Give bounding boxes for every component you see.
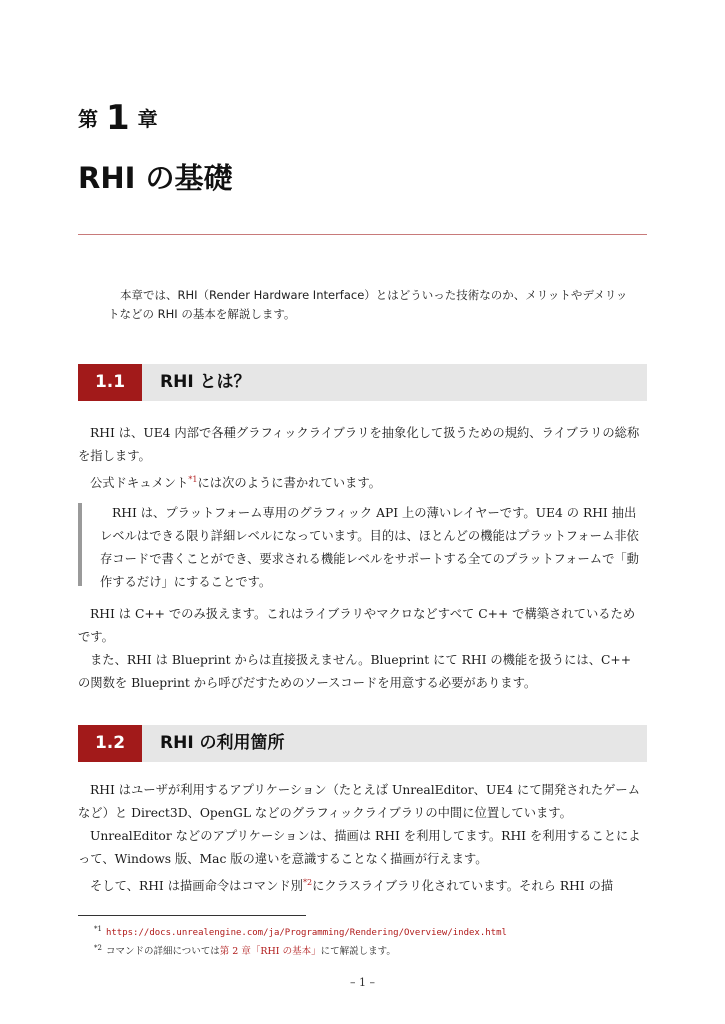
paragraph: RHI はユーザが利用するアプリケーション（たとえば UnrealEditor、UE4 にて開発されたゲームなど）と Direct3D、OpenGL などのグラフィックライブラリの中間に位置しています。 (78, 783, 641, 820)
page-number: – 1 – (350, 976, 375, 989)
section-1-2-body (78, 779, 647, 898)
chapter-divider (78, 234, 647, 235)
footnote-text: コマンドの詳細については (105, 946, 220, 957)
chapter-prefix: 第 (78, 107, 98, 131)
paragraph-text: には次のように書かれています。 (197, 476, 381, 490)
chapter-title: RHI の基礎 (78, 161, 233, 195)
section-title: RHI とは？ (160, 372, 251, 392)
footnote-2 (94, 941, 654, 959)
section-number: 1.2 (78, 725, 142, 762)
paragraph (78, 871, 647, 898)
footnote-mark: *2 (94, 944, 102, 952)
chapter-suffix: 章 (137, 107, 158, 131)
footnote-text: にて解説します。 (320, 946, 396, 957)
chapter-number: 1 (106, 98, 130, 138)
paragraph-text: そして、RHI は描画命令はコマンド別 (90, 879, 303, 893)
section-heading-1-2 (78, 725, 647, 762)
section-number: 1.1 (78, 364, 142, 401)
section-title: RHI の利用箇所 (160, 733, 285, 753)
paragraph-text: にクラスライブラリ化されています。それら RHI の描 (312, 879, 614, 893)
footnote-1 (94, 922, 654, 941)
section-1-1-body (78, 603, 647, 695)
footnote-mark: *1 (94, 925, 102, 933)
quote-text: RHI は、プラットフォーム専用のグラフィック API 上の薄いレイヤーです。UE4 の RHI 抽出レベルはできる限り詳細レベルになっています。目的は、ほとんどの機能はプラットフォーム非依存コードで書くことができ、要求される機能レベルをサポートする全てのプラットフォームで「動作するだけ」にすることです。 (100, 506, 639, 589)
footnote-ref-1[interactable]: *1 (188, 475, 198, 484)
chapter-cross-ref[interactable]: 第 2 章「RHI の基本」 (219, 946, 321, 957)
quote-bar (78, 503, 82, 586)
paragraph: また、RHI は Blueprint からは直接扱えません。Blueprint にて RHI の機能を扱うには、C++ の関数を Blueprint から呼びだすためのソースコードを用意する必要があります。 (78, 653, 632, 690)
chapter-label (78, 98, 158, 139)
paragraph: RHI は、UE4 内部で各種グラフィックライブラリを抽象化して扱うための規約、ライブラリの総称を指します。 (78, 426, 640, 463)
abstract-text: 本章では、RHI（Render Hardware Interface）とはどういった技術なのか、メリットやデメリットなどの RHI の基本を解説します。 (108, 288, 628, 321)
paragraph-text: 公式ドキュメント (90, 476, 189, 490)
blockquote (78, 503, 647, 589)
section-heading-1-1 (78, 364, 647, 401)
section-1-1-intro (78, 422, 647, 495)
paragraph (78, 468, 647, 495)
footnotes (94, 922, 654, 959)
footnote-divider (78, 915, 306, 916)
footnote-ref-2[interactable]: *2 (302, 878, 313, 887)
footnote-link[interactable]: https://docs.unrealengine.com/ja/Programming/Rendering/Overview/index.html (105, 928, 507, 938)
chapter-abstract (108, 286, 628, 324)
paragraph: RHI は C++ でのみ扱えます。これはライブラリやマクロなどすべて C++ で構築されているためです。 (78, 607, 636, 644)
paragraph: UnrealEditor などのアプリケーションは、描画は RHI を利用してます。RHI を利用することによって、Windows 版、Mac 版の違いを意識することなく描画が行えます。 (78, 829, 641, 866)
